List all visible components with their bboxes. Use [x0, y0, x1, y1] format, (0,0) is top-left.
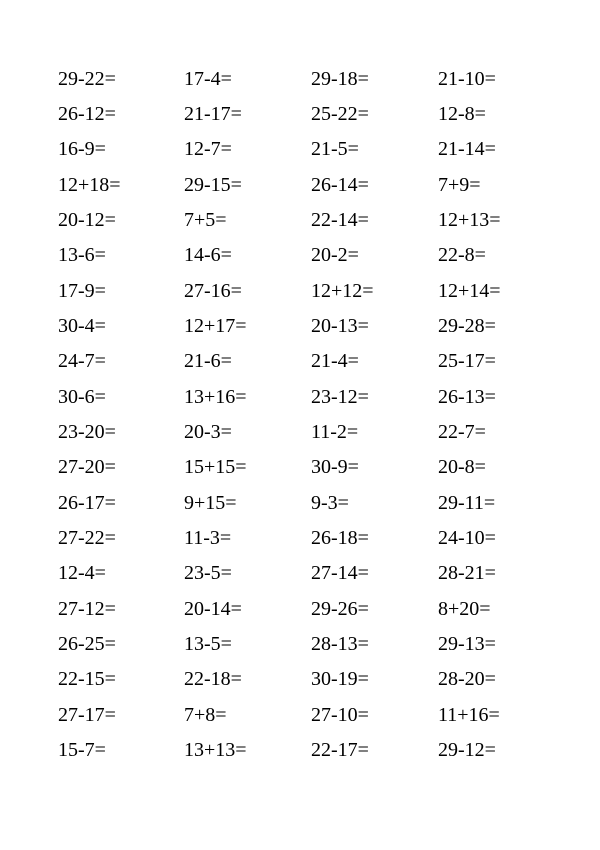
math-problem: 21-14=	[438, 138, 496, 161]
math-problem: 27-22=	[58, 526, 116, 549]
math-problem: 25-22=	[311, 102, 369, 125]
math-problem: 12+14=	[438, 279, 501, 302]
math-problem: 13-6=	[58, 244, 106, 267]
math-problem: 26-12=	[58, 102, 116, 125]
math-problem: 22-7=	[438, 420, 486, 443]
math-problem: 9+15=	[184, 491, 237, 514]
math-problem: 7+8=	[184, 703, 227, 726]
math-problem: 22-15=	[58, 668, 116, 691]
math-problem: 29-11=	[438, 491, 496, 514]
math-problem: 24-7=	[58, 350, 106, 373]
math-problem: 29-13=	[438, 632, 496, 655]
math-problem: 28-21=	[438, 562, 496, 585]
math-problem: 30-9=	[311, 456, 359, 479]
math-problem: 21-6=	[184, 350, 232, 373]
math-problem: 11+16=	[438, 703, 500, 726]
math-problem: 26-14=	[311, 173, 369, 196]
math-problem: 23-20=	[58, 420, 116, 443]
math-problem: 12-4=	[58, 562, 106, 585]
math-problem: 12+13=	[438, 208, 501, 231]
math-problem: 12+17=	[184, 314, 247, 337]
math-problem: 26-17=	[58, 491, 116, 514]
math-problem: 21-5=	[311, 138, 359, 161]
math-problem: 20-2=	[311, 244, 359, 267]
math-problem: 30-4=	[58, 314, 106, 337]
math-problem: 21-17=	[184, 102, 242, 125]
math-problem: 26-13=	[438, 385, 496, 408]
math-problem: 25-17=	[438, 350, 496, 373]
math-problem: 30-19=	[311, 668, 369, 691]
math-problem: 26-25=	[58, 632, 116, 655]
math-problem: 28-13=	[311, 632, 369, 655]
math-problem: 30-6=	[58, 385, 106, 408]
math-problem: 27-17=	[58, 703, 116, 726]
math-problem: 20-14=	[184, 597, 242, 620]
math-problem: 15-7=	[58, 738, 106, 761]
math-problem: 20-8=	[438, 456, 486, 479]
math-problem: 22-17=	[311, 738, 369, 761]
math-problem: 27-16=	[184, 279, 242, 302]
math-problem: 9-3=	[311, 491, 349, 514]
math-problem: 23-12=	[311, 385, 369, 408]
math-problem: 12-7=	[184, 138, 232, 161]
math-problem: 27-20=	[58, 456, 116, 479]
math-problem: 7+5=	[184, 208, 227, 231]
problem-grid	[58, 61, 558, 768]
math-problem: 17-9=	[58, 279, 106, 302]
math-problem: 23-5=	[184, 562, 232, 585]
math-problem: 29-15=	[184, 173, 242, 196]
math-problem: 28-20=	[438, 668, 496, 691]
math-problem: 15+15=	[184, 456, 247, 479]
math-problem: 12-8=	[438, 102, 486, 125]
math-problem: 11-3=	[184, 526, 232, 549]
math-problem: 14-6=	[184, 244, 232, 267]
math-problem: 17-4=	[184, 67, 232, 90]
math-problem: 27-14=	[311, 562, 369, 585]
math-problem: 20-3=	[184, 420, 232, 443]
math-problem: 29-26=	[311, 597, 369, 620]
math-problem: 16-9=	[58, 138, 106, 161]
math-problem: 13-5=	[184, 632, 232, 655]
math-problem: 12+18=	[58, 173, 121, 196]
math-problem: 7+9=	[438, 173, 481, 196]
math-problem: 12+12=	[311, 279, 374, 302]
math-problem: 21-4=	[311, 350, 359, 373]
math-problem: 8+20=	[438, 597, 491, 620]
math-problem: 24-10=	[438, 526, 496, 549]
math-problem: 22-18=	[184, 668, 242, 691]
math-problem: 21-10=	[438, 67, 496, 90]
math-problem: 26-18=	[311, 526, 369, 549]
math-problem: 13+16=	[184, 385, 247, 408]
math-problem: 29-28=	[438, 314, 496, 337]
math-problem: 11-2=	[311, 420, 359, 443]
math-problem: 20-13=	[311, 314, 369, 337]
math-problem: 27-10=	[311, 703, 369, 726]
math-problem: 27-12=	[58, 597, 116, 620]
math-problem: 29-18=	[311, 67, 369, 90]
math-problem: 22-14=	[311, 208, 369, 231]
math-problem: 20-12=	[58, 208, 116, 231]
math-problem: 29-22=	[58, 67, 116, 90]
math-problem: 22-8=	[438, 244, 486, 267]
math-problem: 29-12=	[438, 738, 496, 761]
math-problem: 13+13=	[184, 738, 247, 761]
